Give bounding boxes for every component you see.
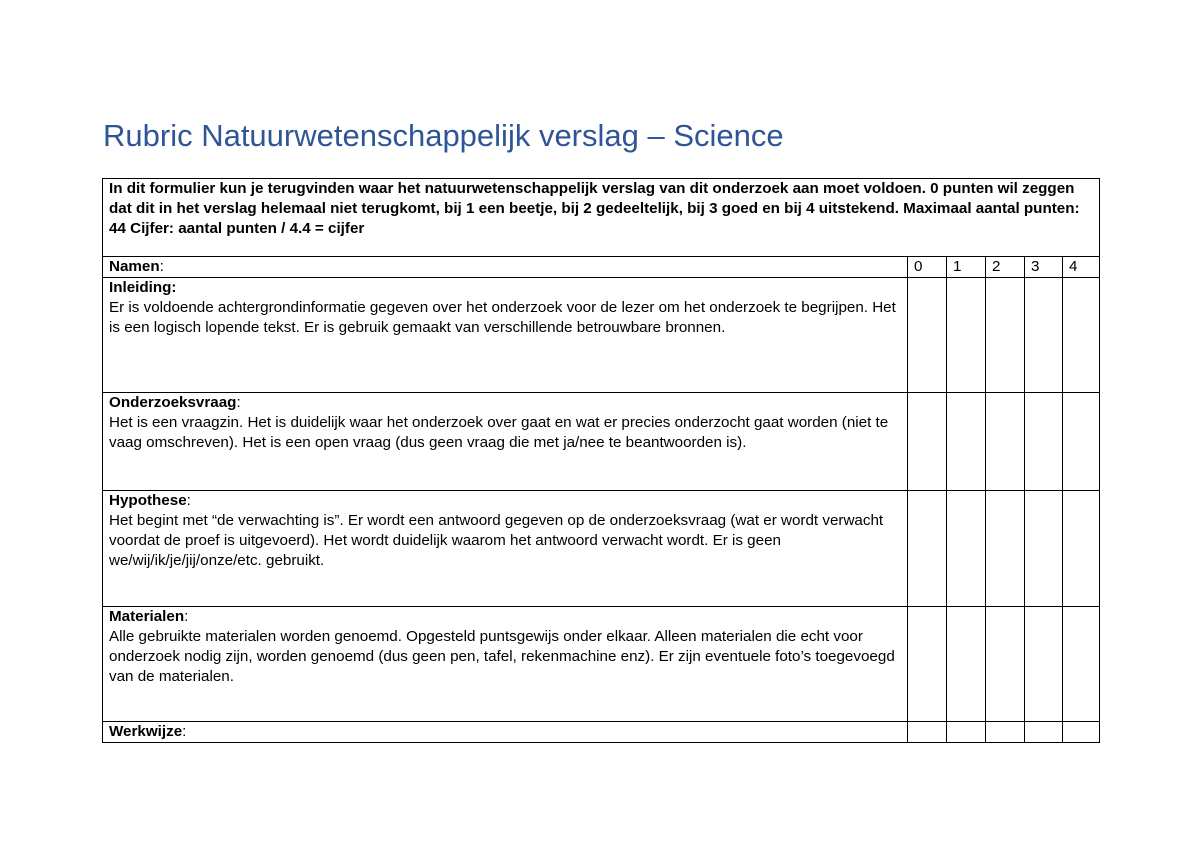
score-header-3: 3 bbox=[1025, 257, 1063, 278]
criterion-row-inleiding bbox=[103, 278, 1100, 393]
header-row bbox=[103, 257, 1100, 278]
score-cell[interactable] bbox=[986, 722, 1025, 743]
criterion-description: Alle gebruikte materialen worden genoemd. Opgesteld puntsgewijs onder elkaar. Alleen materialen die echt voor onderzoek nodig zijn, worden genoemd (dus geen pen, tafel, rekenmachine enz). Er zijn eventuele foto’s toegevoegd van de materialen. bbox=[109, 628, 895, 685]
score-cell[interactable] bbox=[908, 393, 947, 491]
names-label: Namen bbox=[109, 258, 160, 275]
intro-row bbox=[103, 179, 1100, 257]
rubric-table bbox=[102, 178, 1100, 743]
score-cell[interactable] bbox=[1063, 607, 1100, 722]
score-cell[interactable] bbox=[1063, 722, 1100, 743]
criterion-name: Hypothese bbox=[109, 492, 187, 509]
score-cell[interactable] bbox=[947, 278, 986, 393]
score-cell[interactable] bbox=[1025, 393, 1063, 491]
criterion-description: Er is voldoende achtergrondinformatie gegeven over het onderzoek voor de lezer om het onderzoek te begrijpen. Het is een logisch lopende tekst. Er is gebruik gemaakt van verschillende betrouwbare bronnen. bbox=[109, 299, 896, 336]
score-cell[interactable] bbox=[986, 393, 1025, 491]
score-cell[interactable] bbox=[908, 722, 947, 743]
score-cell[interactable] bbox=[908, 607, 947, 722]
criterion-name: Inleiding: bbox=[109, 279, 177, 296]
score-cell[interactable] bbox=[1025, 278, 1063, 393]
criterion-suffix: : bbox=[182, 723, 187, 740]
criterion-suffix: : bbox=[186, 492, 191, 509]
criterion-cell bbox=[103, 722, 908, 743]
criterion-name: Werkwijze bbox=[109, 723, 183, 740]
score-cell[interactable] bbox=[986, 278, 1025, 393]
score-cell[interactable] bbox=[947, 722, 986, 743]
score-cell[interactable] bbox=[1025, 491, 1063, 607]
score-cell[interactable] bbox=[1063, 491, 1100, 607]
score-cell[interactable] bbox=[1025, 722, 1063, 743]
criterion-cell bbox=[103, 278, 908, 393]
score-header-2: 2 bbox=[986, 257, 1025, 278]
score-cell[interactable] bbox=[1063, 278, 1100, 393]
score-cell[interactable] bbox=[908, 278, 947, 393]
document-title: Rubric Natuurwetenschappelijk verslag – Science bbox=[103, 118, 784, 153]
names-cell: Namen: bbox=[103, 257, 908, 278]
criterion-row-onderzoeksvraag bbox=[103, 393, 1100, 491]
score-cell[interactable] bbox=[947, 607, 986, 722]
criterion-description: Het begint met “de verwachting is”. Er wordt een antwoord gegeven op de onderzoeksvraag (wat er wordt verwacht voordat de proef is uitgevoerd). Het wordt duidelijk waarom het antwoord verwacht wordt. Er is geen we/wij/ik/je/jij/onze/etc. gebruikt. bbox=[109, 512, 884, 569]
score-header-1: 1 bbox=[947, 257, 986, 278]
intro-text: In dit formulier kun je terugvinden waar het natuurwetenschappelijk verslag van dit onderzoek aan moet voldoen. 0 punten wil zeggen dat dit in het verslag helemaal niet terugkomt, bij 1 een beetje, bij 2 gedeeltelijk, bij 3 goed en bij 4 uitstekend. Maximaal aantal punten: 44 Cijfer: aantal punten / 4.4 = cijfer bbox=[103, 179, 1100, 257]
criterion-cell bbox=[103, 607, 908, 722]
criterion-cell bbox=[103, 491, 908, 607]
score-header-0: 0 bbox=[908, 257, 947, 278]
score-cell[interactable] bbox=[908, 491, 947, 607]
score-header-4: 4 bbox=[1063, 257, 1100, 278]
criterion-suffix: : bbox=[236, 394, 241, 411]
score-cell[interactable] bbox=[947, 491, 986, 607]
criterion-row-werkwijze bbox=[103, 722, 1100, 743]
criterion-cell bbox=[103, 393, 908, 491]
criterion-description: Het is een vraagzin. Het is duidelijk waar het onderzoek over gaat en wat er precies onderzocht gaat worden (niet te vaag omschreven). Het is een open vraag (dus geen vraag die met ja/nee te beantwoorden is). bbox=[109, 414, 889, 451]
score-cell[interactable] bbox=[947, 393, 986, 491]
score-cell[interactable] bbox=[1063, 393, 1100, 491]
score-cell[interactable] bbox=[986, 607, 1025, 722]
score-cell[interactable] bbox=[986, 491, 1025, 607]
score-cell[interactable] bbox=[1025, 607, 1063, 722]
criterion-name: Onderzoeksvraag bbox=[109, 394, 237, 411]
criterion-suffix: : bbox=[184, 608, 189, 625]
criterion-row-hypothese bbox=[103, 491, 1100, 607]
criterion-row-materialen bbox=[103, 607, 1100, 722]
criterion-name: Materialen bbox=[109, 608, 185, 625]
